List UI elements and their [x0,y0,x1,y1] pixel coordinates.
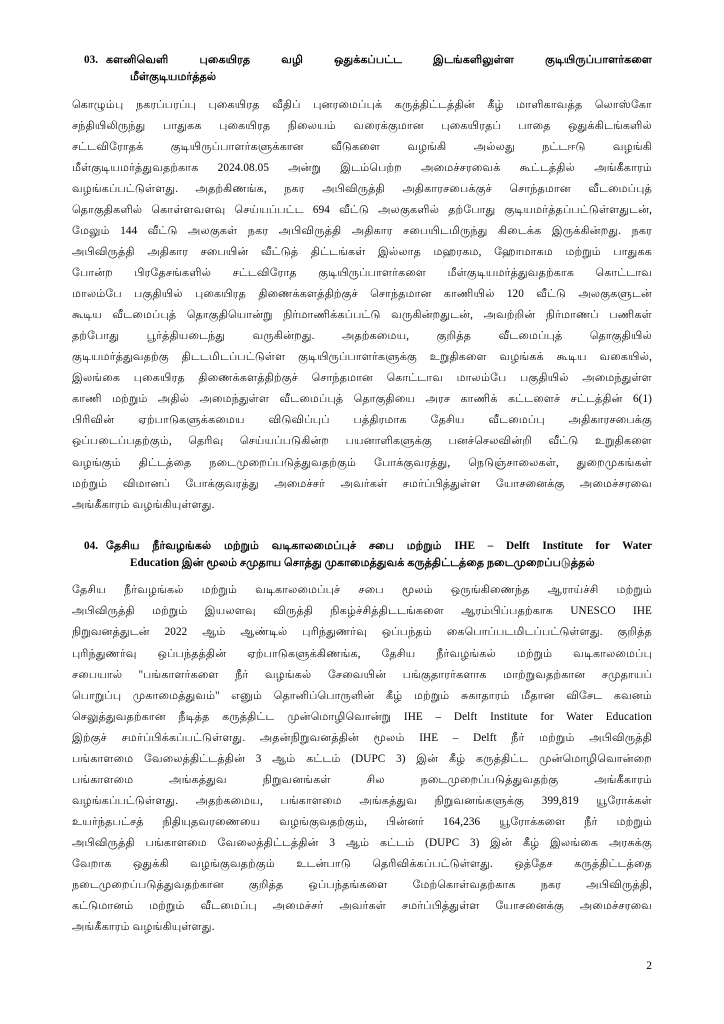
para-line: உயர்ந்தபட்சத் நிதியுதவரணையை வழங்குவதற்கும், பின்னர் 164,236 யூரோக்களை நீர் மற்றும் [72,815,652,828]
para-line: இலங்கை புகையிரத திணைக்களத்திற்குச் சொந்தமான கொட்டாவ மாலம்பே பகுதியில் அமைந்துள்ள [72,372,652,385]
para-line: வழங்கும் திட்டத்தை நடைமுறைப்படுத்துவதற்கும் போக்குவரத்து, நெடுஞ்சாலைகள், துறைமுகங்கள் [72,456,652,469]
para-line: நிறுவனத்துடன் 2022 ஆம் ஆண்டில் புரிந்துணர்வு ஒப்பந்தம் கைபொப்படமிடப்பட்டுள்ளது. குறித்த [72,626,652,639]
para-line: கட்டுமானம் மற்றும் வீடமைப்பு அமைச்சர் அவர்கள் சமர்ப்பித்துள்ள யோசனைக்கு அமைச்சரவை [72,900,652,913]
para-line: மேலும் 144 வீட்டு அலகுகள் நகர அபிவிருத்தி அதிகார சபையிடமிருந்து கிடைக்க இருக்கின்றது. நகர [72,225,652,237]
item-03-heading-line-2: மீள்குடியமர்த்தல் [130,71,217,84]
para-line: இற்குச் சமர்ப்பிக்கப்பட்டுள்ளது. அதன்நிறுவனத்தின் மூலம் IHE – Delft நீர் மற்றும் அபிவிருத்தி [72,731,652,744]
item-03-number: 03. [84,54,98,66]
para-line: சபையால் ''பங்காளர்களை நீர் வழங்கல் சேவையின் பங்குதாரர்களாக மாற்றுவதற்கான சமுதாயப் [72,668,652,681]
page-number: 2 [646,960,652,972]
para-line: தொகுதிகளில் கொள்ளவளவு செய்யப்பட்ட 694 வீட்டு அலகுகளில் தற்போது குடியமர்த்தப்பட்டுள்ளதுடன், [72,203,652,216]
para-line: சட்டவிரோதக் குடியிருப்பாளர்களுக்கான வீடுகளை வழங்கி அல்லது நட்டஈடு வழங்கி [72,140,652,153]
para-line: போன்ற பிரதேசங்களில் சட்டவிரோத குடியிருப்பாளர்களை மீள்குடியமர்த்துவதற்காக கொட்டாவ [72,267,652,280]
item-04-paragraph [72,580,652,938]
document-item-03 [72,52,652,516]
para-line: செலுத்துவதற்கான நீடித்த கருத்திட்ட முன்மொழிவொன்று IHE – Delft Institute for Water Education [72,710,652,723]
item-03-paragraph [72,95,652,516]
para-line: பிரிவின் ஏற்பாடுகளுக்கமைய விடுவிப்புப் பத்திரமாக தேசிய வீடமைப்பு அதிகாரசபைக்கு [72,414,652,427]
para-line: காணி மற்றும் அதில் அமைந்துள்ள வீடமைப்புத் தொகுதியை அரச காணிக் கட்டளைச் சட்டத்தின் 6(1) [72,393,652,406]
item-03-heading-text [106,52,652,87]
item-04-heading-text [106,538,652,573]
item-04-heading-line-2: Education இன் மூலம் சமுதாய சொத்து முகாமைத்துவக் கருத்திட்டத்தை நடைமுறைப்படுத்தல் [130,557,595,570]
item-04-number: 04. [84,539,98,552]
item-spacer [72,522,652,538]
item-03-heading [72,52,652,87]
para-line: அங்கீகாரம் வழங்கியுள்ளது. [72,921,215,934]
item-04-heading-line-1: தேசிய நீர்வழங்கல் மற்றும் வடிகாலமைப்புச் சபை மற்றும் IHE – Delft Institute for Water [106,539,652,552]
para-line: பங்காளமை அங்கத்துவ நிறுவனங்கள் சில நடைமுறைப்படுத்துவதற்கு அங்கீகாரம் [72,773,652,786]
para-line: நடைமுறைப்படுத்துவதற்கான குறித்த ஒப்பந்தங்களை மேற்கொள்வதற்காக நகர அபிவிருத்தி, [72,879,652,892]
para-line: வழங்கப்பட்டுள்ளது. அதற்கிணங்க, நகர அபிவிருத்தி அதிகாரசபைக்குச் சொந்தமான வீடமைப்புத் [72,182,652,195]
para-line: தேசிய நீர்வழங்கல் மற்றும் வடிகாலமைப்புச் சபை மூலம் ஒருங்கிணைந்த ஆராய்ச்சி மற்றும் [72,584,652,597]
para-line: மீள்குடியமர்த்துவதற்காக 2024.08.05 அன்று இடம்பெற்ற அமைச்சரவைக் கூட்டத்தில் அங்கீகாரம் [72,161,652,174]
para-line: சந்தியிலிருந்து பாதுகக புகையிரத நிலையம் வரைக்குமான புகையிரதப் பாதை ஒதுக்கிடங்களில் [72,119,652,132]
document-item-04 [72,538,652,939]
para-line: அபிவிருத்தி பங்காளமை வேலைத்திட்டத்தின் 3 ஆம் கட்டம் (DUPC 3) இன் கீழ் இலங்கை அரசுக்கு [72,836,652,849]
para-line: மற்றும் விமானப் போக்குவரத்து அமைச்சர் அவர்கள் சமர்ப்பித்துள்ள யோசனைக்கு அமைச்சரவை [72,477,652,490]
para-line: ஒப்படைப்பதற்கும், தெரிவு செய்யப்படுகின்ற பயனாளிகளுக்கு பனச்செலவின்றி வீட்டு உறுதிகளை [72,435,652,448]
para-line: கூடிய வீடமைப்புத் தொகுதியொன்று நிர்மாணிக்கப்பட்டு வருகின்றதுடன், அவற்றின் நிர்மாணப் பணிகள் [72,309,652,322]
item-03-heading-line-1: களனிவெளி புகையிரத வழி ஒதுக்கப்பட்ட இடங்களிலுள்ள குடியிருப்பாளர்களை [106,54,652,66]
para-line: மாலம்பே பகுதியில் புகையிரத திணைக்களத்திற்குச் சொந்தமான காணியில் 120 வீட்டு அலகுகளுடன் [72,288,652,301]
para-line: கொழும்பு நகரப்பரப்பு புகையிரத வீதிப் புனரமைப்புக் கருத்திட்டத்தின் கீழ் மாளிகாவத்த லொஸ்கோ [72,98,652,111]
para-line: அங்கீகாரம் வழங்கியுள்ளது. [72,498,215,511]
para-line: புரிந்துணர்வு ஒப்பந்தத்தின் ஏற்பாடுகளுக்கிணங்க, தேசிய நீர்வழங்கல் மற்றும் வடிகாலமைப்பு [72,647,652,660]
para-line: அபிவிருத்தி மற்றும் இயலளவு விருத்தி நிகழ்ச்சித்திடடங்களை ஆரம்பிப்பதற்காக UNESCO IHE [72,605,652,618]
para-line: பொறுப்பு முகாமைத்துவம்'' எனும் தொனிப்பொருளின் கீழ் மற்றும் சுகாதாரம் மீதான விசேட கவனம் [72,689,652,702]
item-04-heading [72,538,652,573]
para-line: தற்போது பூர்த்தியடைந்து வருகின்றது. அதற்கமைய, குறித்த வீடமைப்புத் தொகுதியில் [72,330,652,343]
para-line: வேறாக ஒதுக்கி வழங்குவதற்கும் உடன்பாடு தெரிவிக்கப்பட்டுள்ளது. ஒத்தேச கருத்திட்டத்தை [72,857,652,870]
para-line: அபிவிருத்தி அதிகார சபையின் வீட்டுத் திட்டங்கள் இல்லாத மஹரகம, ஹோமாகம மற்றும் பாதுகக [72,246,652,259]
para-line: குடியமர்த்துவதற்கு திடடமிடப்பட்டுள்ள குடியிருப்பாளர்களுக்கு உறுதிகளை வழங்கக் கூடிய வகையில், [72,351,652,364]
para-line: பங்காளமை வேலைத்திட்டத்தின் 3 ஆம் கட்டம் (DUPC 3) இன் கீழ் கருத்திட்ட முன்மொழிவொன்றை [72,752,652,765]
para-line: வழங்கப்பட்டுள்ளது. அதற்கமைய, பங்காளமை அங்கத்துவ நிறுவனங்களுக்கு 399,819 யூரோக்கள் [72,794,652,807]
